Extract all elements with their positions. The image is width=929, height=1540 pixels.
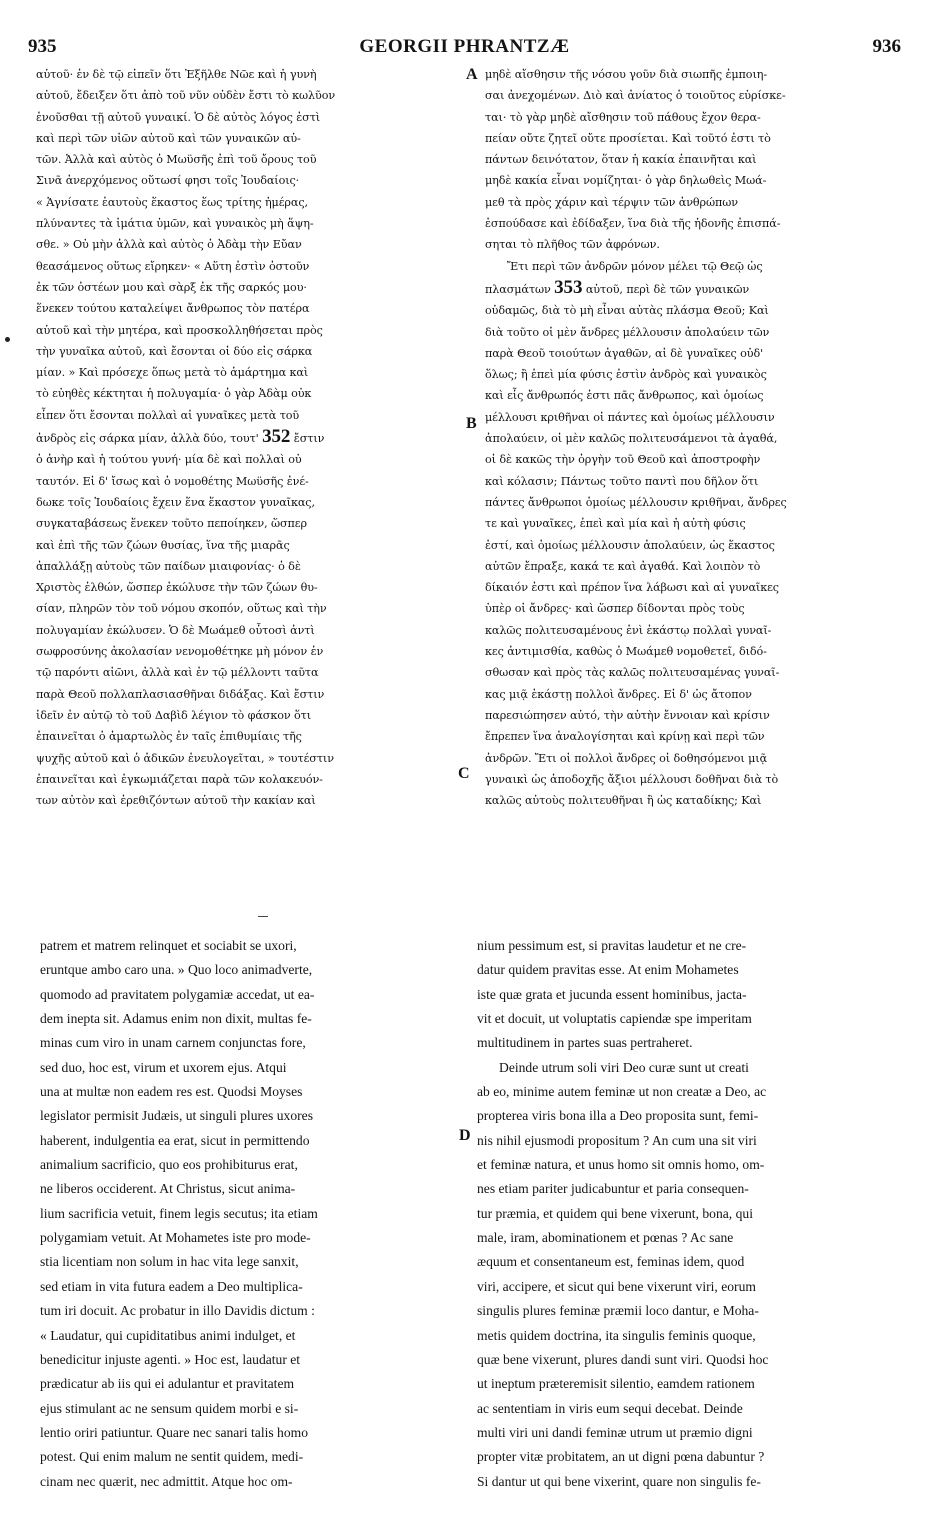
margin-letter-b: B xyxy=(466,415,477,432)
latin-right-line xyxy=(477,1007,897,1031)
greek-right-line-text: κας μιᾷ ἑκάστῃ πολλοὶ ἄνδρες. Εἰ δ' ὡς ἄτοπον xyxy=(485,687,752,701)
greek-left-line xyxy=(36,128,468,149)
greek-left-line-text: πλύναντες τὰ ἱμάτια ὑμῶν, καὶ γυναικὸς μὴ ἅψη- xyxy=(36,217,314,231)
latin-left-line xyxy=(40,1299,465,1323)
greek-left-line xyxy=(36,471,468,492)
greek-right-line xyxy=(485,322,897,343)
greek-right-line-text: μηδὲ κακία εἶναι νομίζηται· ὁ γὰρ δηλωθεὶς Μωά- xyxy=(485,174,767,188)
greek-right-line xyxy=(485,256,897,277)
greek-right-line xyxy=(485,513,897,534)
latin-left-line-text: « Laudatur, qui cupiditatibus animi indulget, et xyxy=(40,1327,296,1343)
greek-right-line xyxy=(485,343,897,364)
greek-left-line-text: τῷ παρόντι αἰῶνι, ἀλλὰ καὶ ἐν τῷ μέλλοντι ταῦτα xyxy=(36,666,319,680)
greek-right-line-text: καλῶς αὐτοὺς πολιτευθῆναι ἢ ὡς καταδίκης; Καὶ xyxy=(485,794,762,808)
greek-column-right xyxy=(485,64,897,811)
running-title: GEORGII PHRANTZÆ xyxy=(359,36,570,57)
greek-left-line-text: Χριστὸς ἐλθών, ὥσπερ ἐκώλυσε τὴν τῶν ζώων θυ- xyxy=(36,581,318,595)
running-header xyxy=(28,36,901,60)
latin-right-line xyxy=(477,1470,897,1494)
greek-right-line xyxy=(485,85,897,106)
greek-right-line xyxy=(485,598,897,619)
greek-left-line xyxy=(36,170,468,191)
greek-right-line xyxy=(485,726,897,747)
greek-right-line xyxy=(485,149,897,170)
greek-left-line xyxy=(36,341,468,362)
latin-right-line xyxy=(477,1226,897,1250)
latin-right-line-text: Si dantur ut qui bene vixerint, quare non singulis fe- xyxy=(477,1473,761,1489)
latin-left-line-text: legislator permisit Judæis, ut singuli plures uxores xyxy=(40,1108,313,1124)
greek-right-line xyxy=(485,64,897,85)
greek-right-line xyxy=(485,577,897,598)
greek-left-line-text: παρὰ Θεοῦ πολλαπλασιασθῆναι διδάξας. Καὶ ἔστιν xyxy=(36,687,325,701)
latin-left-line-text: tum iri docuit. Ac probatur in illo Davidis dictum : xyxy=(40,1303,315,1319)
greek-left-line-text: συγκαταβάσεως ἕνεκεν τοῦτο πεποίηκεν, ὥσπερ xyxy=(36,517,307,531)
latin-right-line xyxy=(477,983,897,1007)
greek-right-line-text: ἀνδρῶν. Ἔτι οἱ πολλοὶ ἄνδρες οἱ δοθησόμενοι μιᾷ xyxy=(485,751,768,765)
latin-right-line-text: ut ineptum præteremisit silentio, eamdem rationem xyxy=(477,1376,755,1392)
latin-left-line xyxy=(40,1250,465,1274)
greek-right-line-text: σθωσαν καὶ πρὸς τὰς καλῶς πολιτευσαμένας γυναῖ- xyxy=(485,666,780,680)
latin-right-line-text: singulis plures feminæ præmii loco dantur, e Moha- xyxy=(477,1303,759,1319)
left-page-number: 935 xyxy=(28,36,57,57)
latin-left-line xyxy=(40,1031,465,1055)
latin-right-line xyxy=(477,1104,897,1128)
latin-right-line-text: nium pessimum est, si pravitas laudetur et ne cre- xyxy=(477,938,747,953)
greek-left-line-tail: ἔστιν xyxy=(293,432,325,446)
latin-right-line xyxy=(477,1275,897,1299)
greek-right-line-text: δίκαιόν ἐστι καὶ πρέπον ἵνα λάβωσι καὶ αἱ γυναῖκες xyxy=(485,581,779,595)
greek-right-line xyxy=(485,769,897,790)
greek-left-line xyxy=(36,383,468,404)
greek-left-line-text: τῶν. Ἀλλὰ καὶ αὐτὸς ὁ Μωϋσῆς ἐπὶ τοῦ ὄρους τοῦ xyxy=(36,153,317,167)
latin-right-line-text: multitudinem in partes suas pertraheret. xyxy=(477,1035,693,1051)
greek-right-line xyxy=(485,428,897,449)
latin-left-line-text: prædicatur ab iis qui ei adulantur et pravitatem xyxy=(40,1376,295,1392)
latin-right-line-text: et feminæ natura, et unus homo sit omnis homo, om- xyxy=(477,1157,765,1173)
greek-right-line xyxy=(485,748,897,769)
greek-left-line-text: Σινᾶ ἀνερχόμενος οὕτωσί φησι τοῖς Ἰουδαίοις· xyxy=(36,174,300,188)
latin-right-line xyxy=(477,1348,897,1372)
latin-right-line xyxy=(477,1445,897,1469)
greek-right-line xyxy=(485,128,897,149)
greek-left-line xyxy=(36,684,468,705)
section-divider xyxy=(258,916,268,917)
greek-left-line xyxy=(36,641,468,662)
greek-right-line-text: ἐσπούδασε καὶ ἐδίδαξεν, ἵνα διὰ τῆς ἡδονῆς ἐπισπά- xyxy=(485,217,781,231)
greek-left-line xyxy=(36,513,468,534)
latin-right-line xyxy=(477,1202,897,1226)
greek-left-line xyxy=(36,277,468,298)
greek-right-line xyxy=(485,213,897,234)
latin-right-line xyxy=(477,934,897,958)
greek-left-line-text: ἕνεκεν τούτου καταλείψει ἄνθρωπος τὸν πατέρα xyxy=(36,302,310,316)
latin-left-line-text: sed duo, hoc est, virum et uxorem ejus. Atqui xyxy=(40,1059,287,1075)
latin-left-line xyxy=(40,1056,465,1080)
greek-right-line xyxy=(485,641,897,662)
latin-right-line-text: Deinde utrum soli viri Deo curæ sunt ut creati xyxy=(499,1059,749,1075)
greek-left-line-text: σωφροσύνης ἀκολασίαν νενομοθέτηκε μὴ μόνον ἐν xyxy=(36,645,324,659)
latin-right-line xyxy=(477,1080,897,1104)
latin-right-line xyxy=(477,1372,897,1396)
greek-right-line xyxy=(485,234,897,255)
greek-left-line-text: ἑνοῦσθαι τῇ αὐτοῦ γυναικί. Ὁ δὲ αὐτὸς λόγος ἐστὶ xyxy=(36,110,321,124)
greek-left-line-text: ὁ ἀνὴρ καὶ ἡ τούτου γυνή· μία δὲ καὶ πολλαὶ οὐ xyxy=(36,453,302,467)
greek-left-line-text: ψυχῆς αὐτοῦ καὶ ὁ ἀδικῶν ἐνευλογεῖται, » τουτέστιν xyxy=(36,751,334,765)
latin-left-line xyxy=(40,1445,465,1469)
greek-left-line-text: καὶ περὶ τῶν υἱῶν αὐτοῦ καὶ τῶν γυναικῶν αὐ- xyxy=(36,131,301,145)
latin-right-line-text: propterea viris bona illa a Deo proposita sunt, femi- xyxy=(477,1108,759,1124)
greek-left-line xyxy=(36,769,468,790)
latin-left-line xyxy=(40,1275,465,1299)
latin-right-line-text: ab eo, minime autem feminæ ut non creatæ a Deo, ac xyxy=(477,1084,767,1100)
greek-right-line-text: καλῶς πολιτευσαμένους ἑνὶ ἑκάστῳ πολλαὶ γυναῖ- xyxy=(485,623,772,637)
greek-right-line-text: τε καὶ γυναῖκες, ἐπεὶ καὶ μία καὶ ἡ αὐτὴ φύσις xyxy=(485,517,746,531)
greek-left-line xyxy=(36,149,468,170)
greek-right-line-text: γυναικὶ ὡς ἀποδοχῆς ἄξιοι μέλλουσι δοθῆναι διὰ τὸ xyxy=(485,772,779,786)
latin-right-line-text: multi viri uni dandi feminæ utrum ut præmio digni xyxy=(477,1424,753,1440)
greek-right-line xyxy=(485,192,897,213)
latin-left-line-text: patrem et matrem relinquet et sociabit se uxori, xyxy=(40,938,297,953)
latin-left-line-text: minas cum viro in unam carnem conjunctas fore, xyxy=(40,1035,306,1051)
latin-column-right xyxy=(477,934,897,1494)
greek-left-line xyxy=(36,298,468,319)
greek-left-line xyxy=(36,748,468,769)
greek-left-line xyxy=(36,64,468,85)
latin-right-line-text: nis nihil ejusmodi propositum ? An cum una sit viri xyxy=(477,1132,757,1148)
latin-right-line xyxy=(477,1031,897,1055)
greek-left-line xyxy=(36,492,468,513)
greek-left-line-text: εἶπεν ὅτι ἔσονται πολλαὶ αἱ γυναῖκες μετὰ τοῦ xyxy=(36,408,300,422)
greek-left-line xyxy=(36,213,468,234)
latin-right-line-text: vit et docuit, ut voluptatis capiendæ spe imperitam xyxy=(477,1011,752,1027)
greek-left-line-text: θεασάμενος οὕτως εἴρηκεν· « Αὕτη ἐστὶν ὀστοῦν xyxy=(36,259,310,273)
latin-left-line xyxy=(40,1226,465,1250)
greek-left-line-text: αὐτοῦ· ἐν δὲ τῷ εἰπεῖν ὅτι Ἐξῆλθε Νῶε καὶ ἡ γυνὴ xyxy=(36,68,317,81)
greek-left-line-text: ἰδεῖν ἐν αὐτῷ τὸ τοῦ Δαβὶδ λέγιον τὸ φάσκον ὅτι xyxy=(36,708,312,722)
latin-right-line xyxy=(477,1250,897,1274)
greek-left-line-text: σίαν, πληρῶν τὸν τοῦ νόμου σκοπόν, οὕτως καὶ τὴν xyxy=(36,602,327,616)
latin-left-line-text: potest. Qui enim malum ne sentit quidem, medi- xyxy=(40,1449,304,1465)
greek-right-line-text: πάντες ἄνθρωποι ὁμοίως μέλλουσιν κριθῆναι, ἄνδρες xyxy=(485,495,787,509)
greek-right-line xyxy=(485,107,897,128)
latin-left-line-text: animalium sacrificio, quo eos prohibiturus erat, xyxy=(40,1157,298,1173)
greek-left-line-text: « Ἁγνίσατε ἑαυτοὺς ἕκαστος ἕως τρίτης ἡμέρας, xyxy=(36,195,308,209)
greek-left-line-text: ἐπαινεῖται ὁ ἁμαρτωλὸς ἐν ταῖς ἐπιθυμίαις τῆς xyxy=(36,730,302,744)
greek-left-line xyxy=(36,320,468,341)
latin-left-line xyxy=(40,1372,465,1396)
latin-right-line-text: ac sententiam in viris eum sequi decebat. Deinde xyxy=(477,1400,743,1416)
greek-right-line xyxy=(485,471,897,492)
margin-mark xyxy=(5,337,10,342)
greek-right-line-text: ἀπολαύειν, οἱ μὲν καλῶς πολιτευσάμενοι τὰ ἀγαθά, xyxy=(485,432,778,446)
latin-right-line-text: male, iram, abominationem et pœnas ? Ac sane xyxy=(477,1230,734,1246)
latin-right-line xyxy=(477,1397,897,1421)
greek-left-line xyxy=(36,726,468,747)
greek-left-line-text: ἐκ τῶν ὀστέων μου καὶ σὰρξ ἐκ τῆς σαρκός μου· xyxy=(36,280,307,294)
latin-left-line-text: eruntque ambo caro una. » Quo loco animadverte, xyxy=(40,962,313,978)
latin-right-line-text: viri, accipere, et sicut qui bene vixerunt viri, eorum xyxy=(477,1278,756,1294)
greek-right-line-text: ὅλως; ἢ ἐπεὶ μία φύσις ἐστὶν ἀνδρὸς καὶ γυναικὸς xyxy=(485,368,767,382)
greek-right-line xyxy=(485,385,897,406)
latin-right-line xyxy=(477,1324,897,1348)
latin-left-line xyxy=(40,934,465,958)
latin-left-line xyxy=(40,1129,465,1153)
greek-left-line xyxy=(36,234,468,255)
greek-left-line xyxy=(36,192,468,213)
latin-column-left xyxy=(40,934,465,1494)
greek-right-line xyxy=(485,790,897,811)
greek-left-line xyxy=(36,577,468,598)
latin-left-line-text: benedicitur injuste agenti. » Hoc est, laudatur et xyxy=(40,1351,301,1367)
greek-right-line xyxy=(485,407,897,428)
greek-right-line-text: διὰ τοῦτο οἱ μὲν ἄνδρες μέλλουσιν ἀπολαύειν τῶν xyxy=(485,325,770,339)
greek-right-line xyxy=(485,535,897,556)
latin-left-line-text: ne liberos occiderent. At Christus, sicut anima- xyxy=(40,1181,296,1197)
greek-right-line xyxy=(485,556,897,577)
latin-left-line-text: dem inepta sit. Adamus enim non dixit, multas fe- xyxy=(40,1011,312,1027)
greek-right-line xyxy=(485,364,897,385)
greek-right-line-text: πάντων δεινότατον, ὅταν ἡ κακία ἐπαινῆται καὶ xyxy=(485,153,757,167)
greek-right-line-text: παρὰ Θεοῦ τοιούτων ἀγαθῶν, αἱ δὲ γυναῖκες οὐδ' xyxy=(485,346,764,360)
latin-right-line xyxy=(477,1421,897,1445)
latin-right-line-text: iste quæ grata et jucunda essent hominibus, jacta- xyxy=(477,986,747,1002)
latin-left-line-text: haberent, indulgentia ea erat, sicut in permittendo xyxy=(40,1132,310,1148)
latin-left-line xyxy=(40,1397,465,1421)
greek-left-line xyxy=(36,556,468,577)
greek-left-line xyxy=(36,535,468,556)
latin-right-line xyxy=(477,1299,897,1323)
greek-right-line-text: μηδὲ αἴσθησιν τῆς νόσου γοῦν διὰ σιωπῆς ἐμποιη- xyxy=(485,68,768,81)
greek-right-line-text: σαι ἀνεχομένων. Διὸ καὶ ἀνίατος ὁ τοιοῦτος εὑρίσκε- xyxy=(485,89,786,103)
greek-left-line xyxy=(36,790,468,811)
latin-right-line-text: æquum et consentaneum est, feminas idem, quod xyxy=(477,1254,745,1270)
column-number: 352 xyxy=(262,426,291,448)
latin-right-line-text: tur præmia, et quidem qui bene vixerunt, bona, qui xyxy=(477,1205,753,1221)
latin-right-line xyxy=(477,1056,897,1080)
latin-left-line-text: lium sacrificia vetuit, finem legis secutus; ita etiam xyxy=(40,1205,318,1221)
greek-right-line xyxy=(485,492,897,513)
greek-left-line-text: ταυτόν. Εἰ δ' ἴσως καὶ ὁ νομοθέτης Μωϋσῆς ἐνέ- xyxy=(36,474,309,488)
greek-right-line-text: ἔπρεπεν ἵνα ἀναλογίσηται καὶ κρίνῃ καὶ περὶ τῶν xyxy=(485,730,765,744)
greek-right-line xyxy=(485,662,897,683)
right-page-number: 936 xyxy=(872,36,901,57)
greek-left-line-text: τὴν γυναῖκα αὐτοῦ, καὶ ἔσονται οἱ δύο εἰς σάρκα xyxy=(36,344,313,358)
latin-right-line-text: datur quidem pravitas esse. At enim Mohametes xyxy=(477,962,739,978)
greek-right-line-text: Ἔτι περὶ τῶν ἀνδρῶν μόνον μέλει τῷ Θεῷ ὡς xyxy=(507,259,763,273)
latin-left-line xyxy=(40,983,465,1007)
greek-right-line xyxy=(485,684,897,705)
greek-right-line-text: ται· τὸ γὰρ μηδὲ αἴσθησιν τοῦ πάθους ἔχον θερα- xyxy=(485,110,761,124)
latin-left-line xyxy=(40,1470,465,1494)
latin-left-line xyxy=(40,1104,465,1128)
latin-left-line-text: polygamiam vetuit. At Mohametes iste pro mode- xyxy=(40,1230,311,1246)
greek-right-line-text: αὐτῶν ἔπραξε, κακά τε καὶ ἀγαθά. Καὶ λοιπὸν τὸ xyxy=(485,559,761,573)
greek-left-line-text: δωκε τοῖς Ἰουδαίοις ἔχειν ἕνα ἕκαστον γυναῖκας, xyxy=(36,495,315,509)
latin-left-line xyxy=(40,1177,465,1201)
greek-left-line-text: μίαν. » Καὶ πρόσεχε ὅπως μετὰ τὸ ἁμάρτημα καὶ xyxy=(36,366,309,380)
greek-right-line-text: καὶ εἷς ἄνθρωπός ἐστι πᾶς ἄνθρωπος, καὶ ὁμοίως xyxy=(485,389,764,403)
latin-left-line-text: quomodo ad pravitatem polygamiæ accedat, ut ea- xyxy=(40,986,315,1002)
greek-left-line-text: ἀνδρὸς εἰς σάρκα μίαν, ἀλλὰ δύο, τουτ' xyxy=(36,432,259,446)
greek-left-line xyxy=(36,362,468,383)
greek-left-line-text: ἀπαλλάξῃ αὐτοὺς τῶν παίδων μιαιφονίας· ὁ δὲ xyxy=(36,559,301,573)
greek-left-line-text: ἐπαινεῖται καὶ ἐγκωμιάζεται παρὰ τῶν κολακευόν- xyxy=(36,772,323,786)
greek-left-line-text: τὸ εὐηθὲς κέκτηται ἡ πολυγαμία· ὁ γὰρ Ἀδὰμ οὐκ xyxy=(36,387,312,401)
greek-left-line xyxy=(36,449,468,470)
latin-right-line-text: metis quidem doctrina, ita singulis feminis quoque, xyxy=(477,1327,756,1343)
greek-left-line-text: καὶ ἐπὶ τῆς τῶν ζώων θυσίας, ἵνα τῆς μιαρᾶς xyxy=(36,538,290,552)
latin-left-line xyxy=(40,1324,465,1348)
greek-left-line-text: πολυγαμίαν ἐκώλυσεν. Ὁ δὲ Μωάμεθ οὗτοσὶ ἀντὶ xyxy=(36,623,315,637)
greek-right-line-text: καὶ κόλασιν; Πάντως τοῦτο παντὶ που δῆλον ὅτι xyxy=(485,474,759,488)
greek-left-line xyxy=(36,426,468,449)
margin-letter-c: C xyxy=(458,765,470,782)
latin-left-line xyxy=(40,1421,465,1445)
greek-column-left xyxy=(36,64,468,811)
latin-left-line xyxy=(40,958,465,982)
greek-left-line xyxy=(36,620,468,641)
greek-left-line xyxy=(36,256,468,277)
greek-right-line-text: σηται τὸ πλῆθος τῶν ἀφρόνων. xyxy=(485,238,660,252)
greek-right-line-text: μέλλουσι κριθῆναι οἱ πάντες καὶ ὁμοίως μέλλουσιν xyxy=(485,410,775,424)
greek-left-line-text: αὐτοῦ καὶ τὴν μητέρα, καὶ προσκολληθήσεται πρὸς xyxy=(36,323,323,337)
column-number: 353 xyxy=(554,276,583,298)
latin-right-line xyxy=(477,958,897,982)
latin-right-line-text: nes etiam pariter judicabuntur et paria consequen- xyxy=(477,1181,749,1197)
margin-letter-a: A xyxy=(466,66,478,83)
latin-left-line xyxy=(40,1202,465,1226)
latin-right-line xyxy=(477,1153,897,1177)
margin-letter-d: D xyxy=(459,1127,471,1144)
greek-left-line xyxy=(36,598,468,619)
greek-right-line xyxy=(485,277,897,300)
greek-right-line-text: ὑπὲρ οἱ ἄνδρες· καὶ ὥσπερ δίδονται πρὸς τοὺς xyxy=(485,602,745,616)
latin-left-line xyxy=(40,1153,465,1177)
greek-right-line xyxy=(485,449,897,470)
latin-left-line-text: una at multæ non eadem res est. Quodsi Moyses xyxy=(40,1084,303,1100)
greek-right-line-text: πλασμάτων xyxy=(485,282,551,296)
greek-left-line xyxy=(36,107,468,128)
greek-right-line-text: μεθ τὰ πρὸς χάριν καὶ τέρψιν τῶν ἀνθρώπων xyxy=(485,195,739,209)
latin-left-line xyxy=(40,1007,465,1031)
greek-left-line xyxy=(36,662,468,683)
greek-right-line-text: ἐστί, καὶ ὁμοίως μέλλουσιν ἀπολαύειν, ὡς ἕκαστος xyxy=(485,538,775,552)
latin-left-line-text: cinam nec quærit, nec admittit. Atque hoc om- xyxy=(40,1473,293,1489)
greek-right-line xyxy=(485,170,897,191)
latin-right-line xyxy=(477,1129,897,1153)
greek-right-line xyxy=(485,705,897,726)
latin-left-line-text: lentio oriri patiuntur. Quare nec sanari talis homo xyxy=(40,1424,309,1440)
latin-right-line-text: quæ bene vixerunt, plures dandi sunt viri. Quodsi hoc xyxy=(477,1351,769,1367)
greek-right-line-text: οὐδαμῶς, διὰ τὸ μὴ εἶναι αὐτὰς πλάσμα Θεοῦ; Καὶ xyxy=(485,304,769,318)
greek-left-line-text: αὐτοῦ, ἔδειξεν ὅτι ἀπὸ τοῦ νῦν οὐδὲν ἔστι τὸ κωλῦον xyxy=(36,89,336,103)
latin-right-line xyxy=(477,1177,897,1201)
greek-left-line xyxy=(36,405,468,426)
latin-left-line-text: ejus stimulant ac ne sensum quidem morbi e si- xyxy=(40,1400,299,1416)
greek-right-line-text: οἱ δὲ κακῶς τὴν ὀργὴν τοῦ Θεοῦ καὶ ἀποστροφὴν xyxy=(485,453,761,467)
greek-right-line-text: κες ἀντιμισθία, καθὼς ὁ Μωάμεθ νομοθετεῖ, διδό- xyxy=(485,645,767,659)
latin-left-line xyxy=(40,1348,465,1372)
latin-left-line-text: sed etiam in vita futura eadem a Deo multiplica- xyxy=(40,1278,303,1294)
latin-right-line-text: propter vitæ probitatem, an ut digni pœna dabuntur ? xyxy=(477,1449,765,1465)
greek-right-line-text: πείαν οὔτε ζητεῖ οὔτε προσίεται. Καὶ τοῦτό ἐστι τὸ xyxy=(485,131,771,145)
greek-left-line xyxy=(36,85,468,106)
greek-right-line xyxy=(485,620,897,641)
greek-right-line-tail: αὐτοῦ, περὶ δὲ τῶν γυναικῶν xyxy=(585,282,750,296)
greek-right-line xyxy=(485,300,897,321)
latin-left-line xyxy=(40,1080,465,1104)
greek-left-line-text: των αὐτὸν καὶ ἐρεθιζόντων αὐτοῦ τὴν κακίαν καὶ xyxy=(36,794,316,808)
greek-left-line xyxy=(36,705,468,726)
latin-left-line-text: stia licentiam non solum in hac vita lege sanxit, xyxy=(40,1254,299,1270)
greek-right-line-text: παρεσιώπησεν αὐτό, τὴν αὐτὴν ἔννοιαν καὶ κρίσιν xyxy=(485,708,770,722)
greek-left-line-text: σθε. » Οὐ μὴν ἀλλὰ καὶ αὐτὸς ὁ Ἀδὰμ τὴν Εὔαν xyxy=(36,238,302,252)
